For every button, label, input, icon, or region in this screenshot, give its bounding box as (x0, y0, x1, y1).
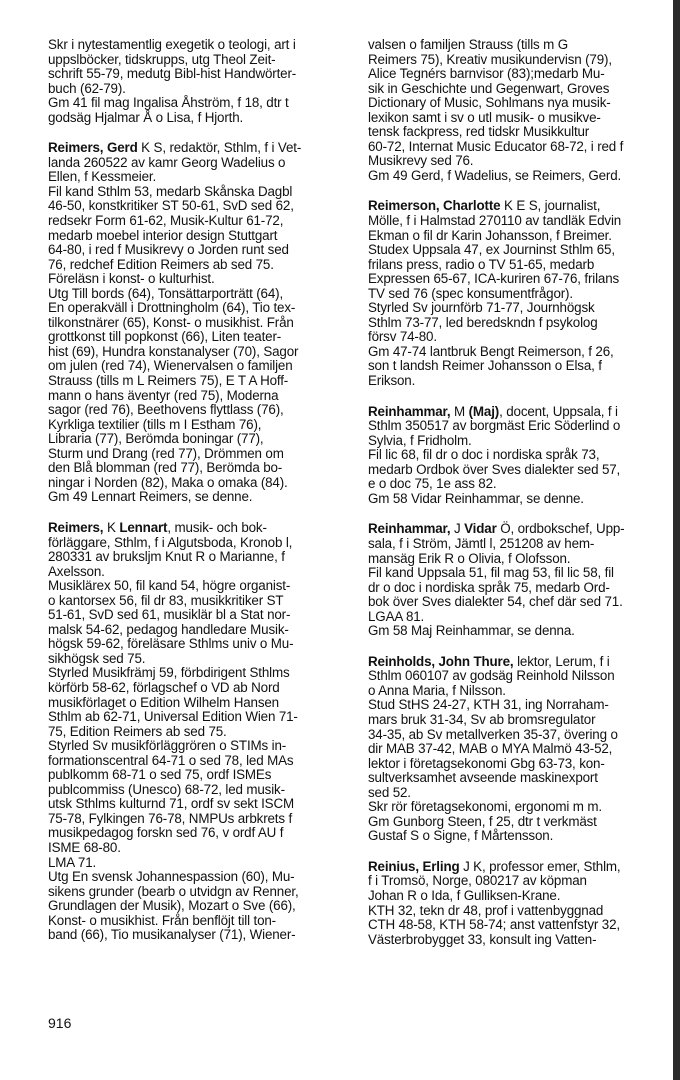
entry-line (368, 698, 668, 713)
entry-line (48, 565, 350, 580)
line-text: Sylvia, f Fridholm. (368, 432, 472, 448)
line-text: K S, redaktör, Sthlm, f i Vet- (137, 140, 302, 156)
line-text: formationscentral 64-71 o sed 78, led MAs (48, 752, 294, 768)
entry-line (368, 742, 668, 757)
line-text: Reimers 75), Kreativ musikundervisn (79), (368, 51, 612, 67)
entry-line (48, 53, 350, 68)
entry-initial: J (450, 521, 465, 537)
entry-line (368, 581, 668, 596)
entry-line (48, 67, 350, 82)
line-text: Axelsson. (48, 563, 105, 579)
line-text: Kyrkliga textilier (tills m I Estham 76), (48, 416, 262, 432)
line-text: band (66), Tio musikanalyser (71), Wiener- (48, 927, 296, 943)
entry-line (48, 797, 350, 812)
entry-line (48, 272, 350, 287)
biography-entry (368, 199, 668, 388)
entry-line (368, 933, 668, 948)
entry-line (48, 476, 350, 491)
entry-line (368, 860, 668, 875)
line-text: sagor (red 76), Beethovens flyttlass (76), (48, 402, 284, 418)
line-text: om julen (red 74), Wienervalsen o familjen (48, 358, 293, 374)
line-text: En operakväll i Drottningholm (64), Tio tex- (48, 300, 296, 316)
line-text: landa 260522 av kamr Georg Wadelius o (48, 154, 286, 170)
entry-line (48, 768, 350, 783)
entry-line (48, 666, 350, 681)
entry-line (48, 287, 350, 302)
entry-initial: M (450, 403, 469, 419)
line-text: dr o doc i nordiska språk 75, medarb Ord- (368, 579, 610, 595)
entry-line (48, 594, 350, 609)
entry-line (48, 928, 350, 943)
entry-line (368, 448, 668, 463)
line-text: ningar i Norden (82), Maka o omaka (84). (48, 474, 288, 490)
line-text: Sthlm 73-77, led beredskndn f psykolog (368, 314, 598, 330)
line-text: buch (62-79). (48, 80, 126, 96)
line-text: Gm Gunborg Steen, f 25, dtr t verkmäst (368, 813, 597, 829)
line-text: Föreläsn i konst- o kulturhist. (48, 271, 215, 287)
entry-line (48, 38, 350, 53)
entry-given-name: (Maj) (468, 403, 500, 419)
right-column (368, 38, 668, 963)
entry-line (48, 359, 350, 374)
entry-line (48, 783, 350, 798)
line-text: Fil kand Uppsala 51, fil mag 53, fil lic 58, fil (368, 565, 614, 581)
entry-line (368, 610, 668, 625)
entry-line (368, 669, 668, 684)
entry-line (48, 608, 350, 623)
line-text: sikens grunder (bearb o utvidgn av Renner, (48, 883, 299, 899)
line-text: försv 74-80. (368, 329, 437, 345)
line-text: Ekman o fil dr Karin Johansson, f Breimer. (368, 227, 612, 243)
entry-initial: K (103, 519, 120, 535)
line-text: Stud StHS 24-27, KTH 31, ing Norraham- (368, 697, 609, 713)
entry-line (368, 67, 668, 82)
entry-line (368, 713, 668, 728)
entry-line (48, 725, 350, 740)
entry-line (368, 786, 668, 801)
entry-line (368, 345, 668, 360)
entry-line (368, 214, 668, 229)
line-text: 75, Edition Reimers ab sed 75. (48, 723, 227, 739)
line-text: Utg En svensk Johannespassion (60), Mu- (48, 869, 295, 885)
line-text: Expressen 65-67, ICA-kuriren 67-76, frilans (368, 271, 620, 287)
line-text: Ellen, f Kessmeier. (48, 169, 157, 185)
entry-line (48, 243, 350, 258)
entry-line (368, 463, 668, 478)
line-text: f i Tromsö, Norge, 080217 av köpman (368, 873, 587, 889)
entry-line (368, 96, 668, 111)
entry-line (368, 829, 668, 844)
line-text: 76, redchef Edition Reimers ab sed 75. (48, 256, 274, 272)
line-text: malsk 54-62, pedagog handledare Musik- (48, 621, 289, 637)
line-text: Erikson. (368, 373, 416, 389)
biography-entry (368, 655, 668, 844)
line-text: utsk Sthlms kulturnd 71, ordf sv sekt ISCM (48, 796, 294, 812)
line-text: LGAA 81. (368, 608, 425, 624)
line-text: 46-50, konstkritiker ST 50-61, SvD sed 62, (48, 198, 294, 214)
line-text: Sthlm 060107 av godsäg Reinhold Nilsson (368, 668, 615, 684)
entry-line (368, 111, 668, 126)
entry-line (368, 477, 668, 492)
line-text: publcommiss (Unesco) 68-72, led musik- (48, 781, 285, 797)
entry-line (48, 141, 350, 156)
line-text: redsekr Form 61-62, Musik-Kultur 61-72, (48, 213, 284, 229)
line-text: Johan R o Ida, f Gulliksen-Krane. (368, 887, 561, 903)
entry-line (368, 537, 668, 552)
entry-line (368, 522, 668, 537)
line-text: dir MAB 37-42, MAB o MYA Malmö 43-52, (368, 741, 613, 757)
entry-line (368, 684, 668, 699)
line-text: , docent, Uppsala, f i (499, 403, 618, 419)
entry-line (368, 728, 668, 743)
entry-line (48, 258, 350, 273)
line-text: J K, professor emer, Sthlm, (459, 858, 621, 874)
biography-entry (48, 38, 350, 125)
entry-line (48, 754, 350, 769)
line-text: LMA 71. (48, 854, 97, 870)
line-text: 34-35, ab Sv metallverken 35-37, övering o (368, 726, 618, 742)
line-text: Sturm und Drang (red 77), Drömmen om (48, 445, 284, 461)
entry-line (48, 111, 350, 126)
entry-line (48, 301, 350, 316)
entry-line (368, 140, 668, 155)
entry-line (368, 38, 668, 53)
page-number: 916 (48, 1015, 72, 1031)
entry-name: Reimers, (48, 519, 104, 535)
entry-line (368, 492, 668, 507)
line-text: sultverksamhet avseende maskinexport (368, 770, 598, 786)
line-text: 64-80, i red f Musikrevy o Jorden runt sed (48, 242, 289, 258)
line-text: Studex Uppsala 47, ex Journinst Sthlm 65, (368, 242, 615, 258)
entry-line (368, 771, 668, 786)
entry-line (368, 889, 668, 904)
entry-line (48, 885, 350, 900)
entry-line (368, 595, 668, 610)
entry-line (48, 330, 350, 345)
line-text: Gm 41 fil mag Ingalisa Åhström, f 18, dtr t (48, 95, 289, 111)
entry-line (48, 550, 350, 565)
entry-line (368, 552, 668, 567)
entry-line (48, 536, 350, 551)
line-text: lexikon samt i sv o utl musik- o musikve- (368, 109, 601, 125)
entry-line (368, 169, 668, 184)
entry-name: Reimers, Gerd (48, 140, 138, 156)
entry-line (48, 199, 350, 214)
entry-line (48, 170, 350, 185)
line-text: Styrled Musikfrämj 59, förbdirigent Sthlms (48, 665, 290, 681)
entry-line (48, 447, 350, 462)
entry-line (48, 856, 350, 871)
line-text: Skr i nytestamentlig exegetik o teologi, art i (48, 37, 296, 52)
entry-line (368, 53, 668, 68)
entry-name: Reinhammar, (368, 403, 451, 419)
entry-line (368, 316, 668, 331)
entry-line (368, 258, 668, 273)
entry-line (48, 870, 350, 885)
line-text: frilans press, radio o TV 51-65, medarb (368, 256, 595, 272)
line-text: medarb moebel interior design Stuttgart (48, 227, 278, 243)
entry-line (48, 374, 350, 389)
entry-line (368, 624, 668, 639)
line-text: Styrled Sv musikförläggrören o STIMs in- (48, 738, 287, 754)
biography-entry (48, 141, 350, 505)
line-text: mansäg Erik R o Olivia, f Olofsson. (368, 550, 571, 566)
entry-name: Reinholds, John Thure, (368, 653, 514, 669)
entry-line (368, 405, 668, 420)
entry-line (48, 826, 350, 841)
line-text: Gm 58 Vidar Reinhammar, se denne. (368, 490, 584, 506)
entry-line (368, 154, 668, 169)
entry-line (368, 125, 668, 140)
entry-line (48, 579, 350, 594)
line-text: , musik- och bok- (167, 519, 267, 535)
line-text: valsen o familjen Strauss (tills m G (368, 37, 568, 52)
line-text: tilkonstnärer (65), Konst- o musikhist. Från (48, 314, 294, 330)
line-text: son t landsh Reimer Johansson o Elsa, f (368, 358, 602, 374)
line-text: sik in Geschichte und Gegenwart, Groves (368, 80, 610, 96)
line-text: Gustaf S o Signe, f Mårtensson. (368, 828, 554, 844)
line-text: musikpedagog forskn sed 76, v ordf AU f (48, 825, 284, 841)
line-text: Libraria (77), Berömda boningar (77), (48, 431, 264, 447)
entry-line (48, 696, 350, 711)
line-text: Sthlm 350517 av borgmäst Eric Söderlind o (368, 418, 621, 434)
biography-entry (368, 405, 668, 507)
entry-line (48, 637, 350, 652)
line-text: mars bruk 31-34, Sv ab bromsregulator (368, 711, 596, 727)
line-text: KTH 32, tekn dr 48, prof i vattenbyggnad (368, 902, 604, 918)
line-text: Grundlagen der Musik), Mozart o Sve (66), (48, 898, 296, 914)
entry-line (48, 156, 350, 171)
entry-line (48, 96, 350, 111)
line-text: hist (69), Hundra konstanalyser (70), Sagor (48, 343, 299, 359)
line-text: körförb 58-62, förlagschef o VD ab Nord (48, 679, 280, 695)
entry-line (48, 185, 350, 200)
line-text: Utg Till bords (64), Tonsättarporträtt (64), (48, 285, 284, 301)
entry-line (368, 359, 668, 374)
entry-line (48, 914, 350, 929)
entry-line (368, 757, 668, 772)
entry-line (368, 301, 668, 316)
line-text: Västerbrobygget 33, konsult ing Vatten- (368, 931, 597, 947)
line-text: Sthlm ab 62-71, Universal Edition Wien 71- (48, 709, 298, 725)
entry-line (368, 272, 668, 287)
page-edge-shadow (673, 0, 680, 1080)
line-text: Gm 47-74 lantbruk Bengt Reimerson, f 26, (368, 343, 614, 359)
entry-given-name: Lennart (119, 519, 168, 535)
entry-line (48, 681, 350, 696)
entry-line (368, 287, 668, 302)
entry-line (48, 229, 350, 244)
line-text: schrift 55-79, medutg Bibl-hist Handwörter- (48, 66, 297, 82)
line-text: sikhögsk sed 75. (48, 650, 146, 666)
entry-line (368, 199, 668, 214)
entry-line (368, 82, 668, 97)
line-text: Dictionary of Music, Sohlmans nya musik- (368, 95, 611, 111)
entry-line (368, 874, 668, 889)
entry-line (48, 710, 350, 725)
line-text: Gm 49 Lennart Reimers, se denne. (48, 489, 253, 505)
line-text: K E S, journalist, (500, 198, 601, 214)
line-text: Gm 58 Maj Reinhammar, se denna. (368, 623, 575, 639)
entry-line (368, 904, 668, 919)
biography-entry (48, 521, 350, 943)
entry-line (48, 403, 350, 418)
entry-name: Reinhammar, (368, 521, 451, 537)
entry-line (368, 918, 668, 933)
line-text: förläggare, Sthlm, f i Algutsboda, Kronob l, (48, 534, 293, 550)
line-text: TV sed 76 (spec konsumentfrågor). (368, 285, 573, 301)
entry-line (48, 623, 350, 638)
entry-line (368, 243, 668, 258)
line-text: grottkonst till popkonst (66), Liten teater- (48, 329, 282, 345)
biography-entry (368, 38, 668, 183)
line-text: Strauss (tills m L Reimers 75), E T A Hoff- (48, 373, 289, 389)
entry-name: Reimerson, Charlotte (368, 198, 501, 214)
entry-line (48, 899, 350, 914)
line-text: Fil kand Sthlm 53, medarb Skånska Dagbl (48, 183, 293, 199)
entry-name: Reinius, Erling (368, 858, 460, 874)
entry-given-name: Vidar (464, 521, 497, 537)
line-text: lektor i företagsekonomi Gbg 63-73, kon- (368, 755, 605, 771)
line-text: medarb Ordbok över Sves dialekter sed 57, (368, 461, 621, 477)
line-text: sed 52. (368, 784, 411, 800)
entry-line (48, 432, 350, 447)
line-text: Musikrevy sed 76. (368, 153, 474, 169)
entry-line (368, 374, 668, 389)
entry-line (368, 419, 668, 434)
line-text: o kantorsex 56, fil dr 83, musikkritiker ST (48, 592, 284, 608)
line-text: Gm 49 Gerd, f Wadelius, se Reimers, Gerd. (368, 167, 622, 183)
entry-line (368, 655, 668, 670)
entry-line (48, 82, 350, 97)
entry-line (48, 214, 350, 229)
entry-line (48, 490, 350, 505)
line-text: ISME 68-80. (48, 839, 121, 855)
line-text: 280331 av bruksljm Knut R o Marianne, f (48, 549, 285, 565)
entry-line (48, 521, 350, 536)
line-text: e o doc 75, 1e ass 82. (368, 476, 497, 492)
line-text: 60-72, Internat Music Educator 68-72, i red f (368, 138, 624, 154)
entry-line (48, 389, 350, 404)
entry-line (368, 800, 668, 815)
line-text: högsk 59-62, föreläsare Sthlms univ o Mu- (48, 636, 294, 652)
line-text: CTH 48-58, KTH 58-74; anst vattenfstyr 32, (368, 917, 620, 933)
entry-line (48, 812, 350, 827)
biography-entry (368, 522, 668, 638)
line-text: Ö, ordbokschef, Upp- (496, 521, 625, 537)
line-text: publkomm 68-71 o sed 75, ordf ISMEs (48, 767, 272, 783)
line-text: uppslböcker, tidskrupps, utg Theol Zeit- (48, 51, 276, 67)
entry-line (48, 345, 350, 360)
line-text: Styrled Sv journförb 71-77, Journhögsk (368, 300, 595, 316)
line-text: Alice Tegnérs barnvisor (83);medarb Mu- (368, 66, 605, 82)
line-text: lektor, Lerum, f i (513, 653, 610, 669)
line-text: 75-78, Fylkingen 76-78, NMPUs arbkrets f (48, 810, 293, 826)
line-text: godsäg Hjalmar Å o Lisa, f Hjorth. (48, 109, 244, 125)
line-text: Konst- o musikhist. Från benflöjt till ton- (48, 912, 276, 928)
biography-entry (368, 860, 668, 947)
entry-line (368, 434, 668, 449)
line-text: musikförlaget o Edition Wilhelm Hansen (48, 694, 279, 710)
line-text: den Blå blomman (red 77), Berömda bo- (48, 460, 283, 476)
line-text: bok över Sves dialekter 54, chef där sed 71. (368, 594, 623, 610)
line-text: 51-61, SvD sed 61, musiklär bl a Stat nor- (48, 607, 291, 623)
entry-line (48, 652, 350, 667)
line-text: mann o hans äventyr (red 75), Moderna (48, 387, 279, 403)
line-text: tensk fackpress, red tidskr Musikkultur (368, 124, 590, 140)
entry-line (48, 316, 350, 331)
line-text: o Anna Maria, f Nilsson. (368, 682, 506, 698)
entry-line (368, 330, 668, 345)
entry-line (368, 229, 668, 244)
entry-line (48, 841, 350, 856)
line-text: Mölle, f i Halmstad 270110 av tandläk Edvin (368, 213, 622, 229)
entry-line (48, 461, 350, 476)
entry-line (48, 739, 350, 754)
line-text: Fil lic 68, fil dr o doc i nordiska språk 73, (368, 447, 600, 463)
entry-line (368, 566, 668, 581)
line-text: sala, f i Ström, Jämtl l, 251208 av hem- (368, 535, 595, 551)
line-text: Skr rör företagsekonomi, ergonomi m m. (368, 799, 602, 815)
left-column (48, 38, 350, 959)
entry-line (48, 418, 350, 433)
line-text: Musiklärex 50, fil kand 54, högre organist- (48, 578, 291, 594)
entry-line (368, 815, 668, 830)
